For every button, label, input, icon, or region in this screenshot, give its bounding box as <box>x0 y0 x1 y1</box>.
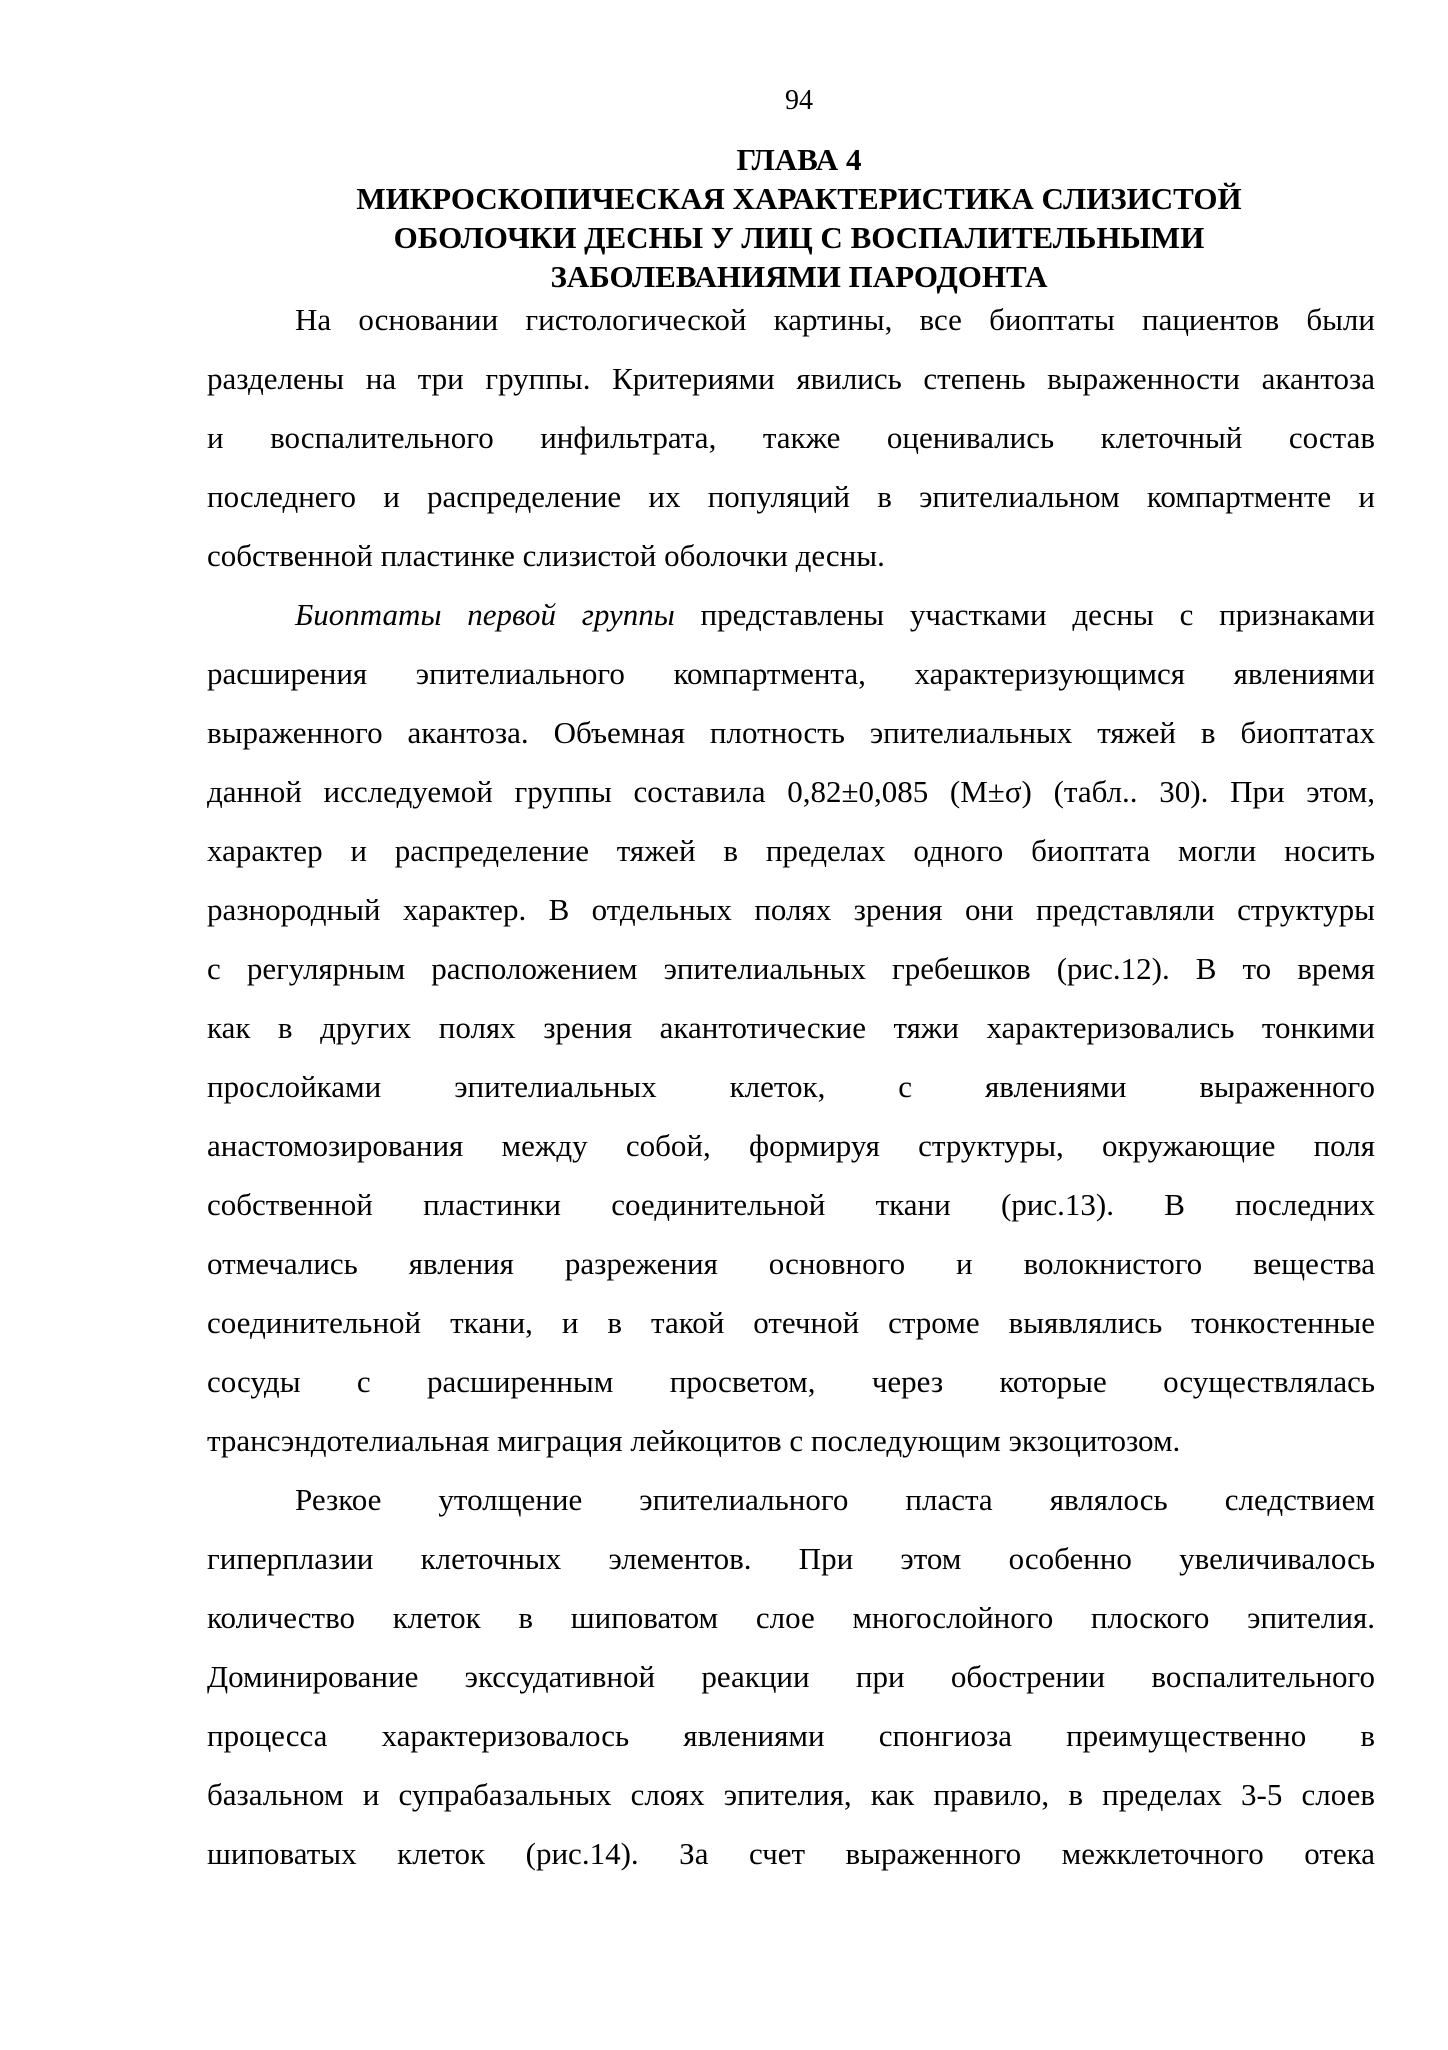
text-line: данной исследуемой группы составила 0,82±0,085 (M±σ) (табл.. 30). При этом, <box>207 774 1375 809</box>
text-line: процесса характеризовалось явлениями спонгиоза преимущественно в <box>207 1718 1375 1753</box>
chapter-title-line: ЗАБОЛЕВАНИЯМИ ПАРОДОНТА <box>550 259 1048 294</box>
paragraph-3 <box>207 1470 1375 1883</box>
text-line: Резкое утолщение эпителиального пласта являлось следствием <box>295 1482 1375 1517</box>
text-line: шиповатых клеток (рис.14). За счет выраженного межклеточного отека <box>207 1836 1375 1871</box>
text-line: с регулярным расположением эпителиальных гребешков (рис.12). В то время <box>207 951 1375 986</box>
text-line: собственной пластинки соединительной ткани (рис.13). В последних <box>207 1187 1375 1222</box>
paragraph-1 <box>207 290 1375 585</box>
text-line: последнего и распределение их популяций в эпителиальном компартменте и <box>207 479 1375 514</box>
text-line: соединительной ткани, и в такой отечной строме выявлялись тонкостенные <box>207 1305 1375 1340</box>
text-line: анастомозирования между собой, формируя структуры, окружающие поля <box>207 1128 1375 1163</box>
text-line: выраженного акантоза. Объемная плотность эпителиальных тяжей в биоптатах <box>207 715 1375 750</box>
body-text <box>207 290 1375 1883</box>
text-line: Доминирование экссудативной реакции при обострении воспалительного <box>207 1659 1375 1694</box>
text-line: трансэндотелиальная миграция лейкоцитов с последующим экзоцитозом. <box>207 1423 1181 1458</box>
text-line: как в других полях зрения акантотические тяжи характеризовались тонкими <box>207 1010 1375 1045</box>
text-line: собственной пластинке слизистой оболочки десны. <box>207 538 885 573</box>
text-span: представлены участками десны с признаками <box>674 597 1375 632</box>
chapter-heading <box>200 140 1398 296</box>
paragraph-2 <box>207 585 1375 1470</box>
page-number: 94 <box>785 85 813 116</box>
chapter-title-line: ОБОЛОЧКИ ДЕСНЫ У ЛИЦ С ВОСПАЛИТЕЛЬНЫМИ <box>393 220 1205 255</box>
text-line: разнородный характер. В отдельных полях зрения они представляли структуры <box>207 892 1375 927</box>
italic-lead: Биоптаты первой группы <box>295 597 675 632</box>
text-line: количество клеток в шиповатом слое многослойного плоского эпителия. <box>207 1600 1375 1635</box>
text-line: базальном и супрабазальных слоях эпителия, как правило, в пределах 3-5 слоев <box>207 1777 1375 1812</box>
chapter-label: ГЛАВА 4 <box>736 142 862 177</box>
text-line: отмечались явления разрежения основного и волокнистого вещества <box>207 1246 1375 1281</box>
text-line: и воспалительного инфильтрата, также оценивались клеточный состав <box>207 420 1375 455</box>
text-line: сосуды с расширенным просветом, через которые осуществлялась <box>207 1364 1375 1399</box>
text-line: гиперплазии клеточных элементов. При этом особенно увеличивалось <box>207 1541 1375 1576</box>
text-line: прослойками эпителиальных клеток, с явлениями выраженного <box>207 1069 1375 1104</box>
text-line <box>207 585 1375 644</box>
text-line: разделены на три группы. Критериями явились степень выраженности акантоза <box>207 361 1375 396</box>
text-line: характер и распределение тяжей в пределах одного биоптата могли носить <box>207 833 1375 868</box>
text-line: На основании гистологической картины, все биоптаты пациентов были <box>295 302 1375 337</box>
text-line: расширения эпителиального компартмента, характеризующимся явлениями <box>207 656 1375 691</box>
chapter-title-line: МИКРОСКОПИЧЕСКАЯ ХАРАКТЕРИСТИКА СЛИЗИСТОЙ <box>356 181 1242 216</box>
